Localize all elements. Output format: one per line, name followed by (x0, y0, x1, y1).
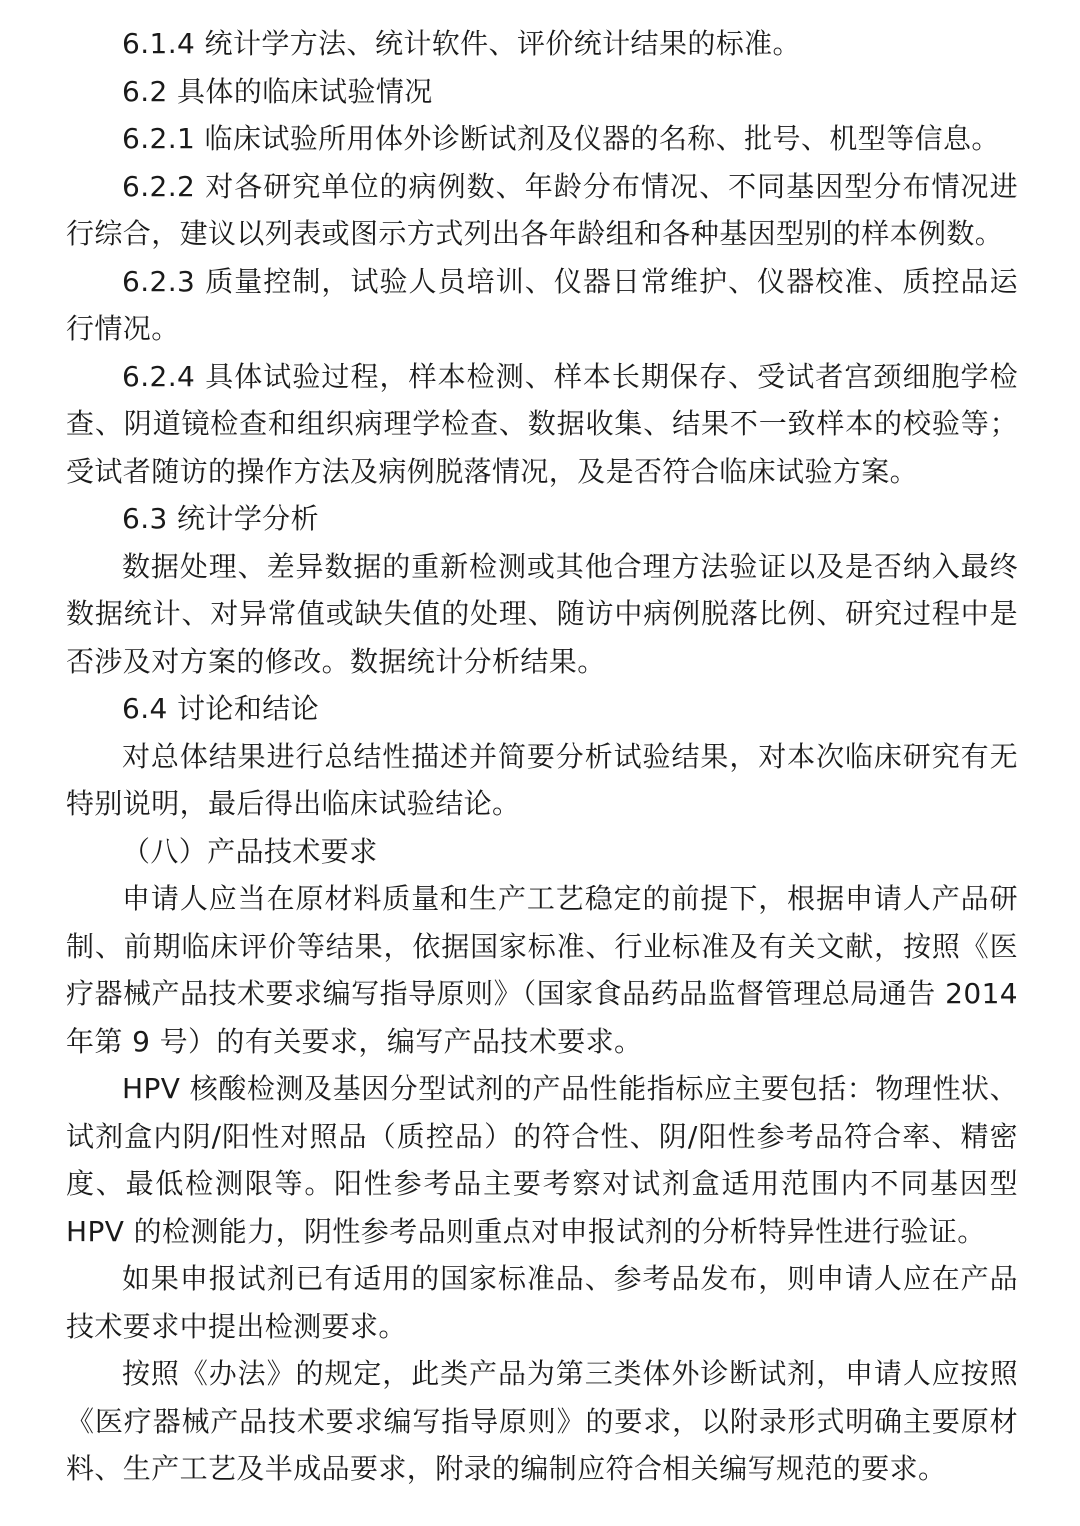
paragraph-6-2-1: 6.2.1 临床试验所用体外诊断试剂及仪器的名称、批号、机型等信息。 (122, 122, 1000, 155)
paragraph-6-1-4: 6.1.4 统计学方法、统计软件、评价统计结果的标准。 (122, 27, 801, 60)
heading-6-2: 6.2 具体的临床试验情况 (122, 74, 433, 108)
paragraph-conclusion: 对总体结果进行总结性描述并简要分析试验结果，对本次临床研究有无特别说明，最后得出临床试验结论。 (66, 739, 1018, 820)
paragraph-6-2-3: 6.2.3 质量控制，试验人员培训、仪器日常维护、仪器校准、质控品运行情况。 (66, 264, 1018, 345)
heading-section-8: （八）产品技术要求 (122, 834, 378, 868)
paragraph-6-2-2: 6.2.2 对各研究单位的病例数、年龄分布情况、不同基因型分布情况进行综合，建议以列表或图示方式列出各年龄组和各种基因型别的样本例数。 (66, 169, 1018, 250)
paragraph-statistics: 数据处理、差异数据的重新检测或其他合理方法验证以及是否纳入最终数据统计、对异常值或缺失值的处理、随访中病例脱落比例、研究过程中是否涉及对方案的修改。数据统计分析结果。 (66, 549, 1018, 678)
heading-6-4: 6.4 讨论和结论 (122, 692, 320, 725)
paragraph-tech-req-4: 按照《办法》的规定，此类产品为第三类体外诊断试剂，申请人应按照《医疗器械产品技术要求编写指导原则》的要求，以附录形式明确主要原材料、生产工艺及半成品要求，附录的编制应符合相关编写规范的要求。 (66, 1357, 1018, 1485)
heading-6-3: 6.3 统计学分析 (122, 502, 320, 535)
paragraph-tech-req-1: 申请人应当在原材料质量和生产工艺稳定的前提下，根据申请人产品研制、前期临床评价等结果，依据国家标准、行业标准及有关文献，按照《医疗器械产品技术要求编写指导原则》（国家食品药品监督管理总局通告 2014 年第 9 号）的有关要求，编写产品技术要求。 (66, 882, 1018, 1058)
paragraph-tech-req-3: 如果申报试剂已有适用的国家标准品、参考品发布，则申请人应在产品技术要求中提出检测要求。 (66, 1262, 1018, 1343)
paragraph-6-2-4: 6.2.4 具体试验过程，样本检测、样本长期保存、受试者宫颈细胞学检查、阴道镜检查和组织病理学检查、数据收集、结果不一致样本的校验等；受试者随访的操作方法及病例脱落情况，及是否符合临床试验方案。 (66, 359, 1018, 488)
paragraph-tech-req-2: HPV 核酸检测及基因分型试剂的产品性能指标应主要包括：物理性状、试剂盒内阴/阳性对照品（质控品）的符合性、阴/阳性参考品符合率、精密度、最低检测限等。阳性参考品主要考察对试剂盒适用范围内不同基因型 HPV 的检测能力，阴性参考品则重点对申报试剂的分析特异性进行验证。 (66, 1072, 1018, 1248)
